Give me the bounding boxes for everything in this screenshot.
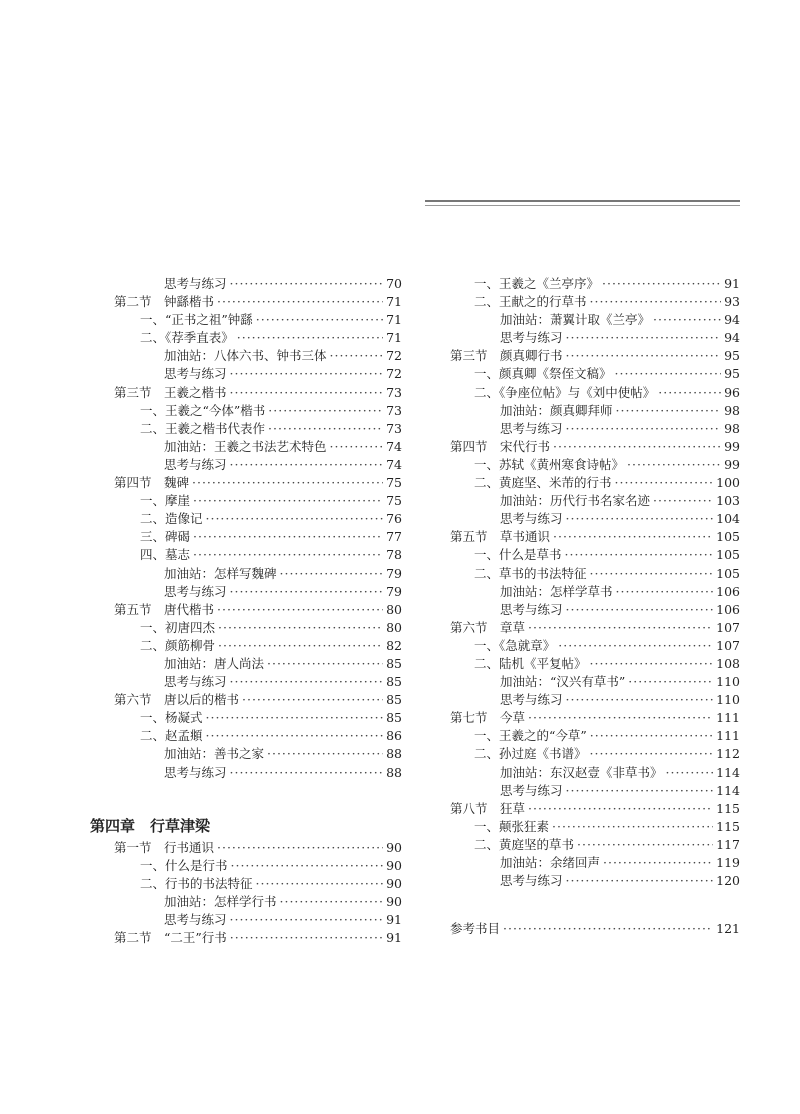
toc-entry[interactable] — [90, 492, 402, 510]
toc-entry-title: 第四节 宋代行书 — [450, 438, 551, 454]
toc-entry-page: 90 — [386, 839, 402, 855]
toc-entry-page: 108 — [716, 655, 740, 671]
toc-entry-page: 71 — [386, 294, 402, 310]
toc-entry-page: 72 — [386, 366, 402, 382]
toc-entry[interactable] — [90, 839, 402, 857]
toc-entry-title: 思考与练习 — [500, 420, 563, 436]
toc-entry-title: 第六节 唐以后的楷书 — [114, 692, 240, 708]
toc-entry-page: 74 — [386, 438, 402, 454]
toc-entry-title: 二、颜筋柳骨 — [140, 637, 216, 653]
toc-left-list — [90, 275, 402, 782]
toc-entry-page: 117 — [716, 836, 740, 852]
toc-leader-dots — [552, 818, 713, 836]
toc-leader-dots — [627, 456, 721, 474]
toc-entry[interactable] — [90, 911, 402, 929]
toc-entry[interactable] — [450, 365, 740, 383]
toc-leader-dots — [193, 492, 383, 510]
toc-leader-dots — [230, 929, 383, 947]
toc-entry-page: 77 — [386, 529, 402, 545]
toc-entry-page: 72 — [386, 348, 402, 364]
toc-entry[interactable] — [90, 510, 402, 528]
toc-entry-title: 思考与练习 — [500, 692, 563, 708]
toc-entry-page: 94 — [724, 330, 740, 346]
toc-entry-title: 一、颠张狂素 — [474, 818, 550, 834]
toc-entry[interactable] — [450, 673, 740, 691]
toc-leader-dots — [230, 583, 384, 601]
toc-entry-title: 一、“正书之祖”钟繇 — [140, 312, 253, 328]
toc-entry[interactable] — [450, 565, 740, 583]
toc-leader-dots — [528, 619, 713, 637]
toc-entry-title: 二、草书的书法特征 — [474, 565, 587, 581]
toc-entry[interactable] — [90, 764, 402, 782]
toc-right-column — [450, 275, 740, 938]
toc-leader-dots — [628, 673, 713, 691]
toc-entry-page: 105 — [716, 529, 740, 545]
toc-entry-title: 四、墓志 — [140, 547, 191, 563]
toc-entry[interactable] — [90, 673, 402, 691]
toc-entry[interactable] — [450, 456, 740, 474]
toc-entry-page: 80 — [386, 619, 402, 635]
toc-entry-references[interactable] — [450, 920, 740, 938]
toc-entry-page: 111 — [716, 710, 740, 726]
toc-entry-page: 85 — [386, 655, 402, 671]
toc-leader-dots — [330, 438, 384, 456]
toc-entry[interactable] — [90, 293, 402, 311]
toc-entry-page: 91 — [386, 930, 402, 946]
toc-entry[interactable] — [90, 365, 402, 383]
toc-leader-dots — [192, 474, 383, 492]
toc-leader-dots — [218, 637, 383, 655]
toc-entry-title: 思考与练习 — [500, 782, 563, 798]
toc-entry[interactable] — [450, 655, 740, 673]
toc-entry-title: 一、王羲之《兰亭序》 — [474, 276, 600, 291]
toc-chapter-four-list — [90, 839, 402, 948]
toc-entry-title: 加油站：历代行书名家名迹 — [500, 493, 651, 509]
toc-entry[interactable] — [90, 275, 402, 293]
toc-entry[interactable] — [450, 528, 740, 546]
toc-entry-page: 114 — [716, 782, 740, 798]
toc-entry[interactable] — [90, 583, 402, 601]
toc-leader-dots — [280, 565, 384, 583]
toc-leader-dots — [217, 601, 383, 619]
toc-entry-page: 79 — [386, 565, 402, 581]
toc-entry-title: 思考与练习 — [500, 511, 563, 527]
toc-entry-title: 第一节 行书通识 — [114, 839, 215, 855]
toc-leader-dots — [565, 546, 714, 564]
toc-entry-title: 二、造像记 — [140, 511, 203, 527]
toc-entry[interactable] — [90, 456, 402, 474]
toc-leader-dots — [590, 655, 714, 673]
toc-entry[interactable] — [450, 402, 740, 420]
toc-entry[interactable] — [450, 347, 740, 365]
toc-leader-dots — [206, 709, 384, 727]
toc-entry-page: 73 — [386, 420, 402, 436]
toc-entry-page: 90 — [386, 875, 402, 891]
toc-entry-title: 一、苏轼《黄州寒食诗帖》 — [474, 456, 625, 472]
toc-entry-page: 90 — [386, 857, 402, 873]
toc-entry[interactable] — [450, 384, 740, 402]
toc-entry-page: 80 — [386, 601, 402, 617]
toc-entry-title: 二、陆机《平复帖》 — [474, 655, 587, 671]
toc-entry-title: 二、王献之的行草书 — [474, 294, 587, 310]
toc-entry[interactable] — [90, 601, 402, 619]
toc-entry[interactable] — [450, 872, 740, 890]
toc-entry-title: 思考与练习 — [164, 276, 227, 291]
toc-entry[interactable] — [450, 836, 740, 854]
toc-entry-page: 76 — [386, 511, 402, 527]
toc-entry-title: 加油站：余绪回声 — [500, 855, 601, 870]
toc-leader-dots — [217, 839, 383, 857]
toc-leader-dots — [280, 893, 384, 911]
toc-entry[interactable] — [450, 764, 740, 782]
toc-entry[interactable] — [90, 655, 402, 673]
toc-entry-page: 73 — [386, 402, 402, 418]
toc-entry[interactable] — [90, 402, 402, 420]
toc-entry-page: 119 — [716, 855, 740, 870]
toc-entry-title: 加油站：颜真卿拜师 — [500, 402, 613, 418]
toc-entry-page: 106 — [716, 601, 740, 617]
toc-entry[interactable] — [90, 893, 402, 911]
toc-entry-title: 加油站：八体六书、钟书三体 — [164, 348, 327, 364]
toc-leader-dots — [590, 727, 713, 745]
toc-entry-page: 93 — [724, 294, 740, 310]
toc-entry-title: 思考与练习 — [164, 583, 227, 599]
toc-entry-title: 二、赵孟頫 — [140, 728, 203, 744]
toc-entry-title: 二、行书的书法特征 — [140, 875, 253, 891]
toc-leader-dots — [566, 872, 714, 890]
toc-entry[interactable] — [450, 727, 740, 745]
toc-entry-page: 115 — [716, 800, 740, 816]
toc-entry-title: 思考与练习 — [164, 912, 227, 927]
toc-entry-title: 第二节 钟繇楷书 — [114, 294, 215, 310]
toc-entry-title: 一、摩崖 — [140, 493, 191, 509]
chapter-heading: 第四章 行草津梁 — [90, 816, 211, 835]
toc-entry-page: 88 — [386, 746, 402, 762]
toc-leader-dots — [268, 402, 383, 420]
toc-leader-dots — [566, 691, 714, 709]
toc-leader-dots — [193, 528, 383, 546]
toc-entry-title: 二、孙过庭《书谱》 — [474, 746, 587, 762]
toc-entry[interactable] — [90, 637, 402, 655]
toc-leader-dots — [566, 420, 722, 438]
toc-entry[interactable] — [450, 293, 740, 311]
toc-entry[interactable] — [90, 347, 402, 365]
toc-entry[interactable] — [90, 875, 402, 893]
header-rule-thick — [425, 200, 740, 202]
toc-leader-dots — [237, 329, 383, 347]
toc-entry-title: 二、《争座位帖》与《刘中使帖》 — [474, 384, 656, 400]
toc-entry[interactable] — [90, 709, 402, 727]
toc-leader-dots — [566, 782, 714, 800]
toc-entry-page: 95 — [724, 348, 740, 364]
toc-entry[interactable] — [90, 474, 402, 492]
toc-leader-dots — [653, 311, 721, 329]
toc-entry-page: 99 — [724, 456, 740, 472]
toc-entry-page: 114 — [716, 764, 740, 780]
toc-leader-dots — [528, 709, 713, 727]
toc-leader-dots — [217, 293, 383, 311]
toc-entry-title: 第七节 今草 — [450, 710, 526, 726]
toc-entry-page: 85 — [386, 692, 402, 708]
toc-entry[interactable] — [450, 782, 740, 800]
toc-entry-title: 加油站：王羲之书法艺术特色 — [164, 438, 327, 454]
toc-leader-dots — [267, 745, 383, 763]
toc-entry[interactable] — [450, 637, 740, 655]
toc-leader-dots — [666, 764, 714, 782]
toc-leader-dots — [566, 329, 722, 347]
toc-leader-dots — [653, 492, 713, 510]
toc-right-list — [450, 275, 740, 890]
toc-entry-title: 一、什么是行书 — [140, 857, 228, 873]
toc-entry-title: 一、王羲之的“今草” — [474, 728, 587, 744]
toc-entry-page: 110 — [716, 692, 740, 708]
toc-leader-dots — [230, 764, 384, 782]
toc-leader-dots — [230, 456, 384, 474]
toc-leader-dots — [193, 546, 383, 564]
toc-entry-title: 一、什么是草书 — [474, 547, 562, 563]
toc-leader-dots — [231, 857, 384, 875]
toc-leader-dots — [603, 854, 713, 872]
toc-entry-page: 107 — [716, 637, 740, 653]
toc-entry-page: 104 — [716, 511, 740, 527]
toc-entry-title: 加油站：怎样学草书 — [500, 583, 613, 599]
toc-entry[interactable] — [90, 691, 402, 709]
toc-entry-page: 75 — [386, 475, 402, 491]
toc-entry[interactable] — [90, 565, 402, 583]
toc-leader-dots — [230, 365, 384, 383]
toc-entry-page: 91 — [386, 912, 402, 927]
toc-entry-page: 98 — [724, 420, 740, 436]
toc-entry-page: 78 — [386, 547, 402, 563]
toc-entry-page: 121 — [716, 921, 740, 937]
toc-leader-dots — [615, 474, 714, 492]
toc-entry[interactable] — [90, 546, 402, 564]
toc-leader-dots — [267, 655, 383, 673]
toc-leader-dots — [566, 510, 714, 528]
toc-entry-title: 加油站：善书之家 — [164, 746, 265, 762]
toc-entry-page: 71 — [386, 312, 402, 328]
toc-leader-dots — [230, 911, 384, 929]
toc-entry-title: 加油站：怎样写魏碑 — [164, 565, 277, 581]
toc-entry-page: 82 — [386, 637, 402, 653]
toc-leader-dots — [330, 347, 384, 365]
toc-entry[interactable] — [450, 691, 740, 709]
toc-leader-dots — [590, 745, 714, 763]
toc-entry[interactable] — [90, 745, 402, 763]
toc-entry[interactable] — [450, 275, 740, 293]
toc-entry-title: 第三节 王羲之楷书 — [114, 384, 227, 400]
toc-leader-dots — [566, 347, 722, 365]
toc-entry-title: 加油站：“汉兴有草书” — [500, 674, 626, 690]
toc-entry-page: 85 — [386, 710, 402, 726]
toc-leader-dots — [230, 673, 384, 691]
toc-entry[interactable] — [450, 601, 740, 619]
toc-entry-title: 思考与练习 — [164, 764, 227, 780]
toc-entry[interactable] — [450, 854, 740, 872]
toc-leader-dots — [256, 875, 384, 893]
toc-leader-dots — [602, 275, 721, 293]
toc-leader-dots — [577, 836, 713, 854]
toc-entry-page: 106 — [716, 583, 740, 599]
toc-entry-title: 思考与练习 — [164, 456, 227, 472]
toc-entry-page: 98 — [724, 402, 740, 418]
toc-left-column — [90, 275, 402, 947]
toc-entry-page: 71 — [386, 330, 402, 346]
toc-entry[interactable] — [90, 311, 402, 329]
toc-entry-title: 二、黄庭坚的草书 — [474, 836, 575, 852]
toc-leader-dots — [590, 565, 714, 583]
toc-entry-title: 二、王羲之楷书代表作 — [140, 420, 266, 436]
toc-entry[interactable] — [450, 800, 740, 818]
toc-entry-page: 100 — [716, 475, 740, 491]
references-gap — [450, 890, 740, 920]
toc-entry-page: 115 — [716, 818, 740, 834]
toc-entry-page: 95 — [724, 366, 740, 382]
toc-entry-page: 91 — [724, 276, 740, 291]
toc-entry-page: 107 — [716, 619, 740, 635]
toc-entry[interactable] — [450, 492, 740, 510]
toc-leader-dots — [230, 384, 384, 402]
toc-entry-title: 一、王羲之“今体”楷书 — [140, 402, 266, 418]
toc-entry-title: 第三节 颜真卿行书 — [450, 348, 563, 364]
toc-leader-dots — [256, 311, 383, 329]
toc-entry-page: 74 — [386, 456, 402, 472]
toc-entry-page: 90 — [386, 893, 402, 909]
toc-entry[interactable] — [450, 583, 740, 601]
toc-leader-dots — [553, 438, 721, 456]
toc-entry[interactable] — [450, 329, 740, 347]
toc-entry-page: 99 — [724, 438, 740, 454]
toc-leader-dots — [558, 637, 713, 655]
toc-entry-title: 二、黄庭坚、米芾的行书 — [474, 475, 612, 491]
toc-entry-title: 第五节 草书通识 — [450, 529, 551, 545]
toc-entry-title: 加油站：怎样学行书 — [164, 893, 277, 909]
toc-entry[interactable] — [450, 818, 740, 836]
toc-entry-page: 105 — [716, 565, 740, 581]
toc-entry-title: 一、杨凝式 — [140, 710, 203, 726]
toc-entry[interactable] — [450, 745, 740, 763]
toc-entry-title: 思考与练习 — [164, 366, 227, 382]
toc-entry-page: 75 — [386, 493, 402, 509]
toc-entry-page: 110 — [716, 674, 740, 690]
toc-entry-title: 二、《荐季直表》 — [140, 330, 234, 346]
toc-leader-dots — [616, 402, 722, 420]
toc-entry[interactable] — [90, 857, 402, 875]
toc-entry-title: 第二节 “二王”行书 — [114, 930, 227, 946]
toc-entry[interactable] — [90, 929, 402, 947]
toc-entry-title: 一、初唐四杰 — [140, 619, 216, 635]
toc-entry-page: 112 — [716, 746, 740, 762]
toc-entry[interactable] — [450, 619, 740, 637]
toc-entry-title: 第五节 唐代楷书 — [114, 601, 215, 617]
toc-entry[interactable] — [450, 510, 740, 528]
toc-entry-title: 思考与练习 — [500, 330, 563, 346]
toc-entry-title: 第八节 狂草 — [450, 800, 526, 816]
toc-entry-page: 70 — [386, 276, 402, 291]
toc-entry-title: 参考书目 — [450, 921, 501, 937]
toc-entry[interactable] — [90, 384, 402, 402]
toc-entry[interactable] — [450, 438, 740, 456]
toc-entry-title: 加油站：东汉赵壹《非草书》 — [500, 764, 663, 780]
toc-entry-page: 96 — [724, 384, 740, 400]
toc-entry-page: 111 — [716, 728, 740, 744]
toc-entry[interactable] — [450, 546, 740, 564]
toc-leader-dots — [242, 691, 383, 709]
toc-leader-dots — [503, 920, 713, 938]
toc-entry[interactable] — [90, 727, 402, 745]
toc-leader-dots — [590, 293, 722, 311]
toc-entry[interactable] — [450, 474, 740, 492]
toc-entry[interactable] — [90, 528, 402, 546]
header-rule-thin — [425, 205, 740, 206]
toc-leader-dots — [528, 800, 713, 818]
toc-entry-title: 思考与练习 — [164, 674, 227, 690]
toc-leader-dots — [218, 619, 383, 637]
toc-entry-page: 73 — [386, 384, 402, 400]
toc-leader-dots — [566, 601, 714, 619]
toc-entry-title: 三、碑碣 — [140, 529, 191, 545]
toc-leader-dots — [616, 583, 714, 601]
toc-entry-title: 一、《急就章》 — [474, 637, 556, 653]
toc-leader-dots — [206, 510, 384, 528]
toc-entry-page: 85 — [386, 674, 402, 690]
toc-entry-page: 103 — [716, 493, 740, 509]
toc-entry[interactable] — [90, 329, 402, 347]
toc-entry-title: 思考与练习 — [500, 601, 563, 617]
toc-leader-dots — [553, 528, 713, 546]
toc-leader-dots — [268, 420, 383, 438]
toc-entry-page: 88 — [386, 764, 402, 780]
toc-leader-dots — [230, 275, 384, 293]
toc-entry[interactable] — [90, 420, 402, 438]
toc-entry-title: 第四节 魏碑 — [114, 475, 190, 491]
toc-entry-title: 加油站：唐人尚法 — [164, 655, 265, 671]
toc-entry-page: 94 — [724, 312, 740, 328]
toc-entry[interactable] — [90, 438, 402, 456]
toc-leader-dots — [658, 384, 721, 402]
toc-entry-title: 第六节 章草 — [450, 619, 526, 635]
toc-entry[interactable] — [450, 709, 740, 727]
toc-leader-dots — [615, 365, 722, 383]
toc-entry-title: 一、颜真卿《祭侄文稿》 — [474, 366, 612, 382]
toc-entry[interactable] — [90, 619, 402, 637]
toc-entry-page: 120 — [716, 873, 740, 889]
toc-entry-title: 加油站：萧翼计取《兰亭》 — [500, 312, 651, 328]
toc-entry[interactable] — [450, 311, 740, 329]
toc-entry-title: 思考与练习 — [500, 873, 563, 889]
toc-leader-dots — [206, 727, 384, 745]
toc-entry[interactable] — [450, 420, 740, 438]
toc-entry-page: 105 — [716, 547, 740, 563]
toc-entry-page: 79 — [386, 583, 402, 599]
toc-entry-page: 86 — [386, 728, 402, 744]
